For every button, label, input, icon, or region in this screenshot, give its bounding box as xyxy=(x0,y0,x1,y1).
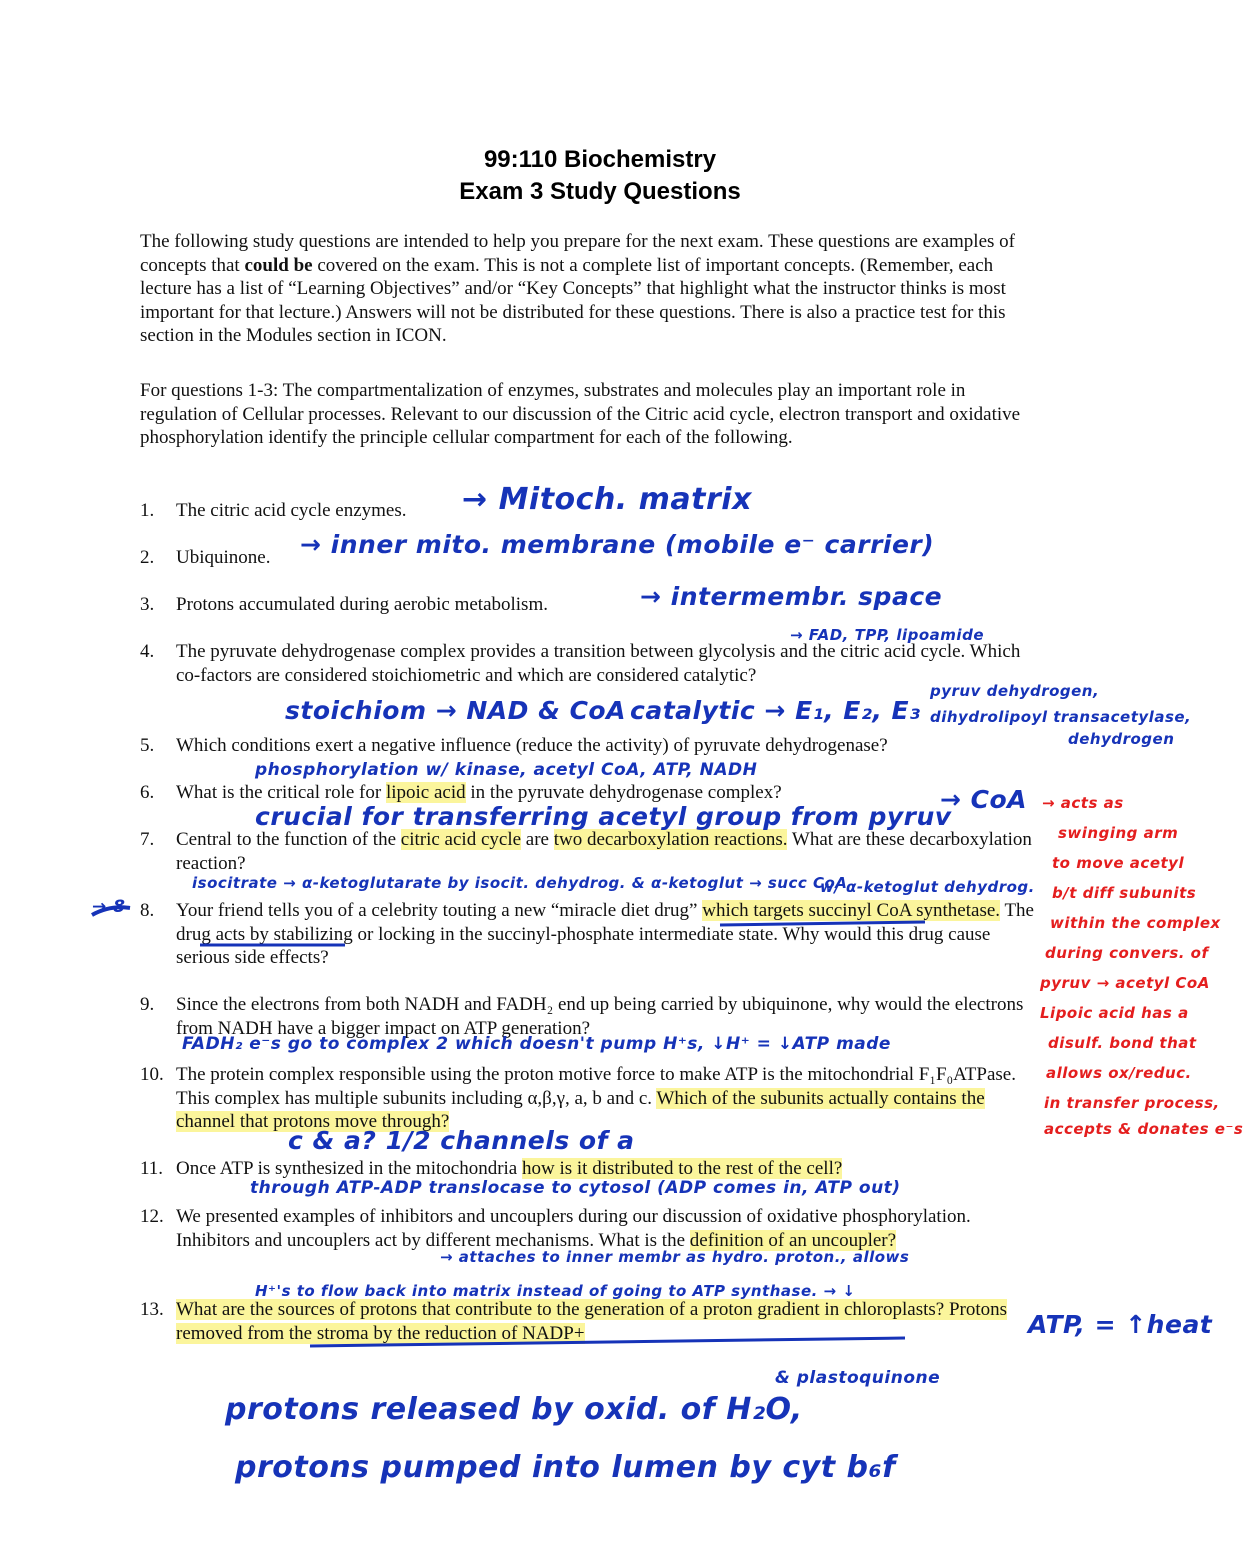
handwritten-answer-10: c & a? 1/2 channels of a xyxy=(288,1126,635,1155)
question-text: The citric acid cycle enzymes. xyxy=(176,500,407,521)
text-part: in the pyruvate dehydrogenase complex? xyxy=(465,782,782,803)
handwritten-answer-1: → Mitoch. matrix xyxy=(462,482,752,517)
underline-stroke xyxy=(720,922,925,925)
handwritten-answer-4-catalytic: catalytic → E₁, E₂, E₃ xyxy=(630,696,921,725)
red-note-line: to move acetyl xyxy=(1052,854,1185,872)
handwritten-answer-6-arrow: → CoA xyxy=(940,785,1028,814)
handwritten-note-pdh: pyruv dehydrogen, xyxy=(930,682,1100,700)
red-note-line: during convers. of xyxy=(1045,944,1209,962)
handwritten-note-dehydrogenase: dehydrogen xyxy=(1068,730,1175,748)
handwritten-answer-12-c: ATP, = ↑heat xyxy=(1028,1310,1213,1339)
title-course: 99:110 Biochemistry xyxy=(483,146,717,173)
question-number: 13. xyxy=(140,1299,164,1320)
red-note-line: within the complex xyxy=(1050,914,1221,932)
red-note-line: disulf. bond that xyxy=(1048,1034,1197,1052)
question-text: Protons accumulated during aerobic metabolism. xyxy=(176,594,548,615)
question-text: Ubiquinone. xyxy=(176,547,271,568)
text-part: We presented examples of inhibitors and uncouplers during our discussion of oxidative phosphorylation. Inhibitors and uncouplers act by different mechanisms. What is the xyxy=(176,1206,971,1251)
text-part: What are these decarboxylation reaction? xyxy=(176,829,1032,874)
handwritten-answer-4-cofactors: → FAD, TPP, lipoamide xyxy=(790,626,984,644)
question-number: 10. xyxy=(140,1064,164,1085)
highlighted-text: which targets succinyl CoA synthetase. xyxy=(702,900,1001,921)
handwritten-mark-8: → 8 xyxy=(92,897,126,917)
question-number: 4. xyxy=(140,641,155,662)
question-number: 9. xyxy=(140,994,155,1015)
handwritten-answer-6: crucial for transferring acetyl group from pyruv xyxy=(255,802,952,831)
text-part: What is the critical role for xyxy=(176,782,386,803)
intro-bold: could be xyxy=(244,254,313,276)
highlighted-text: definition of an uncoupler? xyxy=(689,1229,897,1251)
text-part: The drug acts by stabilizing or locking in the succinyl-phosphate intermediate state. Why would this drug cause serious side effects? xyxy=(176,900,1034,969)
red-note-line: accepts & donates e⁻s xyxy=(1044,1120,1243,1138)
instructions-paragraph: For questions 1-3: The compartmentalization of enzymes, substrates and molecules play an important role in regulation of Cellular processes. Relevant to our discussion of the Citric acid cycle, electron transport and oxidative phosphorylation identify the principle cellular compartment for each of the following. xyxy=(140,380,1021,449)
handwritten-answer-2: → inner mito. membrane (mobile e⁻ carrier) xyxy=(300,530,935,559)
handwritten-answer-7: isocitrate → α-ketoglutarate by isocit. dehydrog. & α-ketoglut → succ CoA xyxy=(192,874,848,892)
question-number: 3. xyxy=(140,594,155,615)
question-text: Since the electrons from both NADH and FADH₂ end up being carried by ubiquinone, why would the electrons from NADH have a bigger impact on ATP generation? xyxy=(176,994,1024,1039)
highlighted-text: how is it distributed to the rest of the cell? xyxy=(522,1158,843,1179)
text-part: Once ATP is synthesized in the mitochondria xyxy=(176,1158,522,1179)
text-part: Central to the function of the xyxy=(176,829,401,850)
question-number: 6. xyxy=(140,782,155,803)
highlighted-text: two decarboxylation reactions. xyxy=(553,829,788,850)
underline-stroke xyxy=(310,1338,905,1346)
question-text: The pyruvate dehydrogenase complex provides a transition between glycolysis and the citric acid cycle. Which co-factors are considered stoichiometric and which are considered catalytic? xyxy=(176,641,1021,686)
handwritten-answer-13-line1: protons released by oxid. of H₂O, xyxy=(225,1392,803,1427)
handwritten-answer-13-line2: protons pumped into lumen by cyt b₆f xyxy=(235,1450,896,1485)
highlighted-text: Which of the subunits actually contains the channel that protons move through? xyxy=(176,1087,985,1133)
handwritten-answer-9: FADH₂ e⁻s go to complex 2 which doesn't pump H⁺s, ↓H⁺ = ↓ATP made xyxy=(182,1034,891,1054)
question-number: 8. xyxy=(140,900,155,921)
red-note-line: in transfer process, xyxy=(1044,1094,1220,1112)
intro-text-b: covered on the exam. This is not a complete list of important concepts. (Remember, each lecture has a list of “Learning Objectives” and/or “Key Concepts” that highlight what the instructor thinks is most important for that lecture.) Answers will not be distributed for these questions. There is also a practice test for this section in the Modules section in ICON. xyxy=(140,254,1006,347)
handwritten-answer-7-b: w/ α-ketoglut dehydrog. xyxy=(820,878,1035,896)
highlighted-text: What are the sources of protons that contribute to the generation of a proton gradient in chloroplasts? Protons removed from the stroma by the reduction of NADP+ xyxy=(176,1299,1008,1344)
question-number: 11. xyxy=(140,1158,164,1179)
handwritten-answer-5: phosphorylation w/ kinase, acetyl CoA, ATP, NADH xyxy=(255,760,758,780)
handwritten-answer-3: → intermembr. space xyxy=(640,582,943,611)
question-number: 1. xyxy=(140,500,155,521)
red-note-line: → acts as xyxy=(1042,794,1124,812)
red-note-line: allows ox/reduc. xyxy=(1046,1064,1192,1082)
question-number: 7. xyxy=(140,829,155,850)
title-exam: Exam 3 Study Questions xyxy=(459,178,741,205)
question-number: 5. xyxy=(140,735,155,756)
question-number: 2. xyxy=(140,547,155,568)
intro-text-a: The following study questions are intended to help you prepare for the next exam. These questions are examples of concepts that xyxy=(140,231,1015,276)
handwritten-answer-13-side: & plastoquinone xyxy=(775,1368,941,1388)
text-part: The protein complex responsible using the proton motive force to make ATP is the mitochondrial F₁F₀ATPase. This complex has multiple subunits including α,β,γ, a, b and c. xyxy=(176,1064,1016,1109)
handwritten-answer-12-a: → attaches to inner membr as hydro. proton., allows xyxy=(440,1248,910,1266)
handwritten-answer-11: through ATP-ADP translocase to cytosol (ADP comes in, ATP out) xyxy=(250,1178,901,1198)
red-note-line: Lipoic acid has a xyxy=(1040,1004,1189,1022)
red-note-line: b/t diff subunits xyxy=(1052,884,1197,902)
text-part: Your friend tells you of a celebrity touting a new “miracle diet drug” xyxy=(176,900,703,921)
handwritten-note-transacetylase: dihydrolipoyl transacetylase, xyxy=(930,708,1192,726)
highlighted-text: citric acid cycle xyxy=(400,829,522,850)
red-note-line: swinging arm xyxy=(1058,824,1179,842)
highlighted-text: lipoic acid xyxy=(385,782,466,803)
question-text: Which conditions exert a negative influence (reduce the activity) of pyruvate dehydrogenase? xyxy=(176,735,888,756)
question-number: 12. xyxy=(140,1206,164,1227)
red-note-line: pyruv → acetyl CoA xyxy=(1040,974,1210,992)
handwritten-answer-4-stoich: stoichiom → NAD & CoA xyxy=(285,696,626,725)
handwritten-answer-12-b: H⁺'s to flow back into matrix instead of going to ATP synthase. → ↓ xyxy=(255,1282,856,1300)
text-part: are xyxy=(521,829,554,850)
